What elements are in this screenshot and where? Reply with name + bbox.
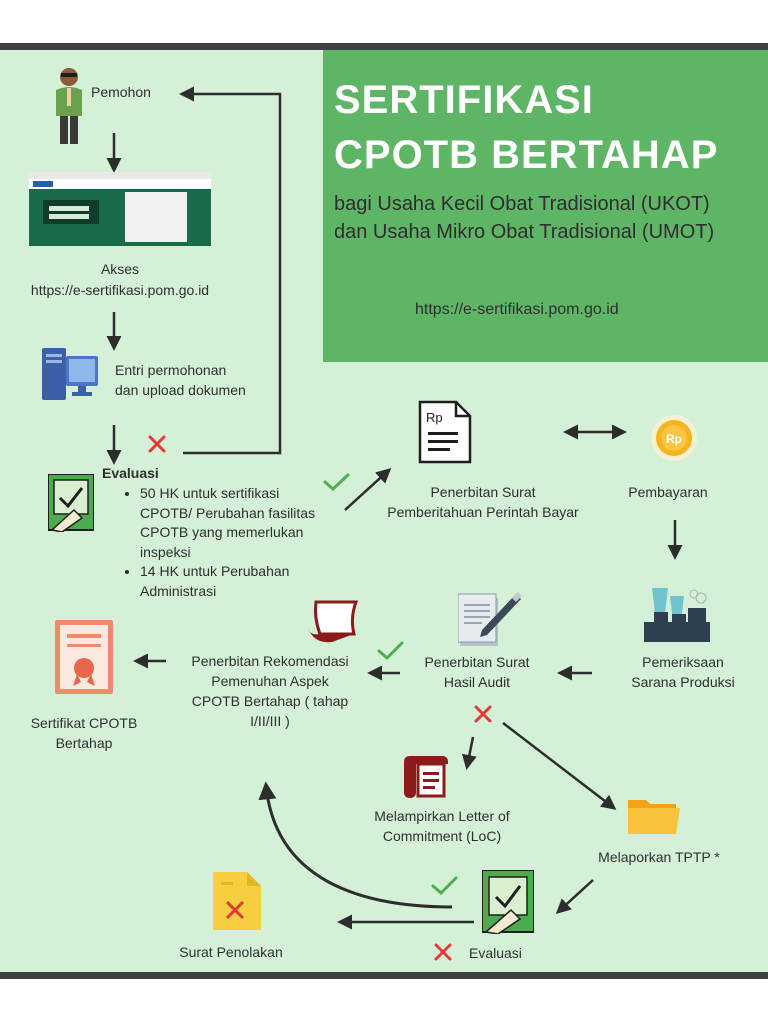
- label-penolakan: Surat Penolakan: [179, 944, 283, 960]
- label-rekom-2: Pemenuhan Aspek: [211, 673, 329, 689]
- label-evaluasi-title: Evaluasi: [102, 465, 159, 481]
- evaluasi-item-2: • 14 HK untuk Perubahan Administrasi: [140, 562, 330, 601]
- evaluasi-list: [118, 484, 330, 601]
- label-sertifikat-1: Sertifikat CPOTB: [30, 715, 138, 731]
- label-tptp: Melaporkan TPTP *: [598, 849, 720, 865]
- rejection-letter-icon: [213, 872, 261, 930]
- label-akses: Akses: [100, 261, 140, 277]
- label-rekom-4: I/II/III ): [250, 713, 290, 729]
- subtitle-line-2: dan Usaha Mikro Obat Tradisional (UMOT): [334, 221, 715, 243]
- signing-document-icon: [458, 590, 522, 648]
- label-pembayaran: Pembayaran: [628, 484, 708, 500]
- evaluasi-item-1: • 50 HK untuk sertifikasi CPOTB/ Perubahan fasilitas CPOTB yang memerlukan inspeksi: [140, 484, 330, 562]
- label-rekom-3: CPOTB Bertahap ( tahap: [191, 693, 349, 709]
- label-pemeriksaan-1: Pemeriksaan: [642, 654, 724, 670]
- check-mark-3: [433, 878, 456, 893]
- label-pemeriksaan-2: Sarana Produksi: [631, 674, 735, 690]
- label-pemohon: Pemohon: [91, 84, 151, 100]
- label-akses-url: https://e-sertifikasi.pom.go.id: [30, 282, 210, 298]
- label-sertifikat-2: Bertahap: [55, 735, 113, 751]
- label-audit-2: Hasil Audit: [443, 674, 511, 690]
- cross-mark-2: [476, 707, 490, 721]
- person-icon: [52, 66, 86, 148]
- label-spb-1: Penerbitan Surat: [430, 484, 536, 500]
- arrow-audit-tptp: [503, 723, 614, 808]
- label-loc-1: Melampirkan Letter of: [374, 808, 510, 824]
- scroll-certificate-icon: [306, 598, 362, 648]
- certificate-icon: [55, 620, 113, 694]
- subtitle-line-1: bagi Usaha Kecil Obat Tradisional (UKOT): [334, 193, 710, 215]
- coin-icon: [650, 414, 698, 462]
- title-url: https://e-sertifikasi.pom.go.id: [415, 301, 619, 318]
- letter-scroll-icon: [404, 752, 452, 800]
- label-evaluasi-bottom: Evaluasi: [469, 945, 522, 961]
- computer-icon: [42, 348, 98, 400]
- title-line-1: SERTIFIKASI: [334, 78, 594, 122]
- arrow-evaluasi-rekom: [266, 785, 452, 907]
- label-entri-2: dan upload dokumen: [115, 382, 246, 398]
- website-screenshot-icon: [29, 172, 211, 246]
- factory-icon: [644, 586, 710, 642]
- label-entri-1: Entri permohonan: [115, 362, 227, 378]
- label-rekom-1: Penerbitan Rekomendasi: [191, 653, 349, 669]
- label-loc-2: Commitment (LoC): [382, 828, 502, 844]
- arrow-tptp-evaluasi: [558, 880, 593, 912]
- cross-mark-1: [150, 437, 164, 451]
- coin-currency: Rp: [666, 432, 682, 446]
- label-spb-2: Pemberitahuan Perintah Bayar: [387, 504, 579, 520]
- check-mark-2: [379, 643, 402, 658]
- invoice-currency: Rp: [426, 410, 443, 425]
- label-audit-1: Penerbitan Surat: [424, 654, 530, 670]
- title-line-2: CPOTB BERTAHAP: [334, 133, 719, 177]
- folder-icon: [628, 796, 680, 834]
- evaluation-document-icon: [482, 870, 534, 934]
- arrow-audit-loc: [467, 737, 473, 767]
- invoice-icon: [418, 400, 472, 464]
- cross-mark-3: [436, 945, 450, 959]
- approved-document-icon: [48, 474, 94, 532]
